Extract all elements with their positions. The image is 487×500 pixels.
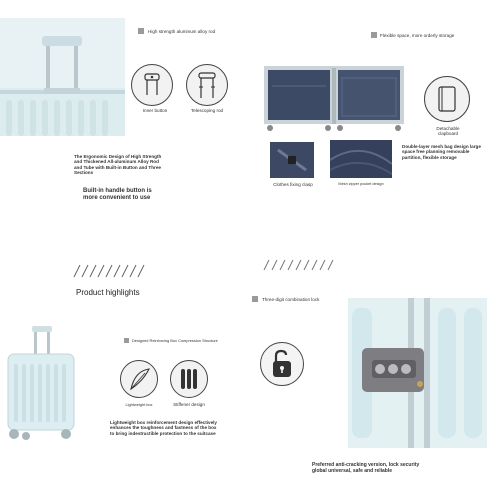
suitcase-handle-image (0, 18, 125, 136)
hatch-decoration (70, 264, 150, 278)
panel-storage (244, 0, 487, 240)
telescoping-rod-circle (186, 64, 228, 106)
panel-highlights (0, 248, 240, 500)
stiffener-label: Stiffener design (173, 402, 205, 407)
lightweight-label: Lightweight box (125, 402, 153, 407)
clapboard-circle (424, 76, 470, 122)
clapboard-label: Detachable clapboard (436, 126, 460, 137)
highlights-title: Product highlights (76, 288, 140, 297)
lock-suitcase-image (348, 298, 487, 448)
open-suitcase-image (264, 66, 404, 131)
storage-description: Double-layer mesh bag design large space free planning removable partition, flexible storage (402, 144, 481, 160)
padlock-icon (261, 343, 303, 385)
inner-button-circle (131, 64, 173, 106)
highlights-description: Lightweight box reinforcement design effectively enhances the toughness and fastness of the box to bring indestructible protection to the suitcase (110, 420, 217, 436)
clapboard-icon (425, 77, 469, 121)
hatch-decoration (260, 258, 360, 270)
suitcase-image (6, 324, 78, 442)
inner-button-label: Inner button (142, 108, 168, 113)
handle-icon (132, 65, 172, 105)
lock-description: Preferred anti-cracking version, lock security global universal, safe and reliable (312, 462, 420, 474)
mesh-pocket-image (330, 140, 392, 178)
bullet-square (124, 338, 129, 343)
stiffener-icon (171, 361, 207, 397)
storage-caption: Flexible space, more orderly storage (380, 33, 455, 38)
padlock-circle (260, 342, 304, 386)
stiffener-circle (170, 360, 208, 398)
rod-caption: High strength aluminum alloy rod (148, 29, 216, 34)
feather-icon (121, 361, 157, 397)
telescoping-rod-label: Telescoping rod (190, 108, 224, 113)
handle-bold-caption: Built-in handle button is more convenient to use (83, 188, 152, 201)
structure-label: Designed Reinforcing Box Compression Structure (132, 338, 218, 343)
bullet-square (371, 32, 377, 38)
mesh-pocket-label: Mesh zipper pocket design (338, 182, 384, 186)
panel-lock (244, 248, 487, 500)
panel-handle (0, 0, 240, 240)
lock-title: Three-digit combination lock (262, 297, 320, 302)
bullet-square (252, 296, 258, 302)
clothes-clasp-image (270, 142, 314, 178)
clothes-clasp-label: Clothes fixing clasp (273, 182, 313, 187)
handle-description: The Ergonomic Design of High Strength and Thickened All-aluminum Alloy Rod and Tube with Built-in Button and Three Sections (74, 154, 162, 176)
rod-icon (187, 65, 227, 105)
bullet-square (138, 28, 144, 34)
lightweight-circle (120, 360, 158, 398)
